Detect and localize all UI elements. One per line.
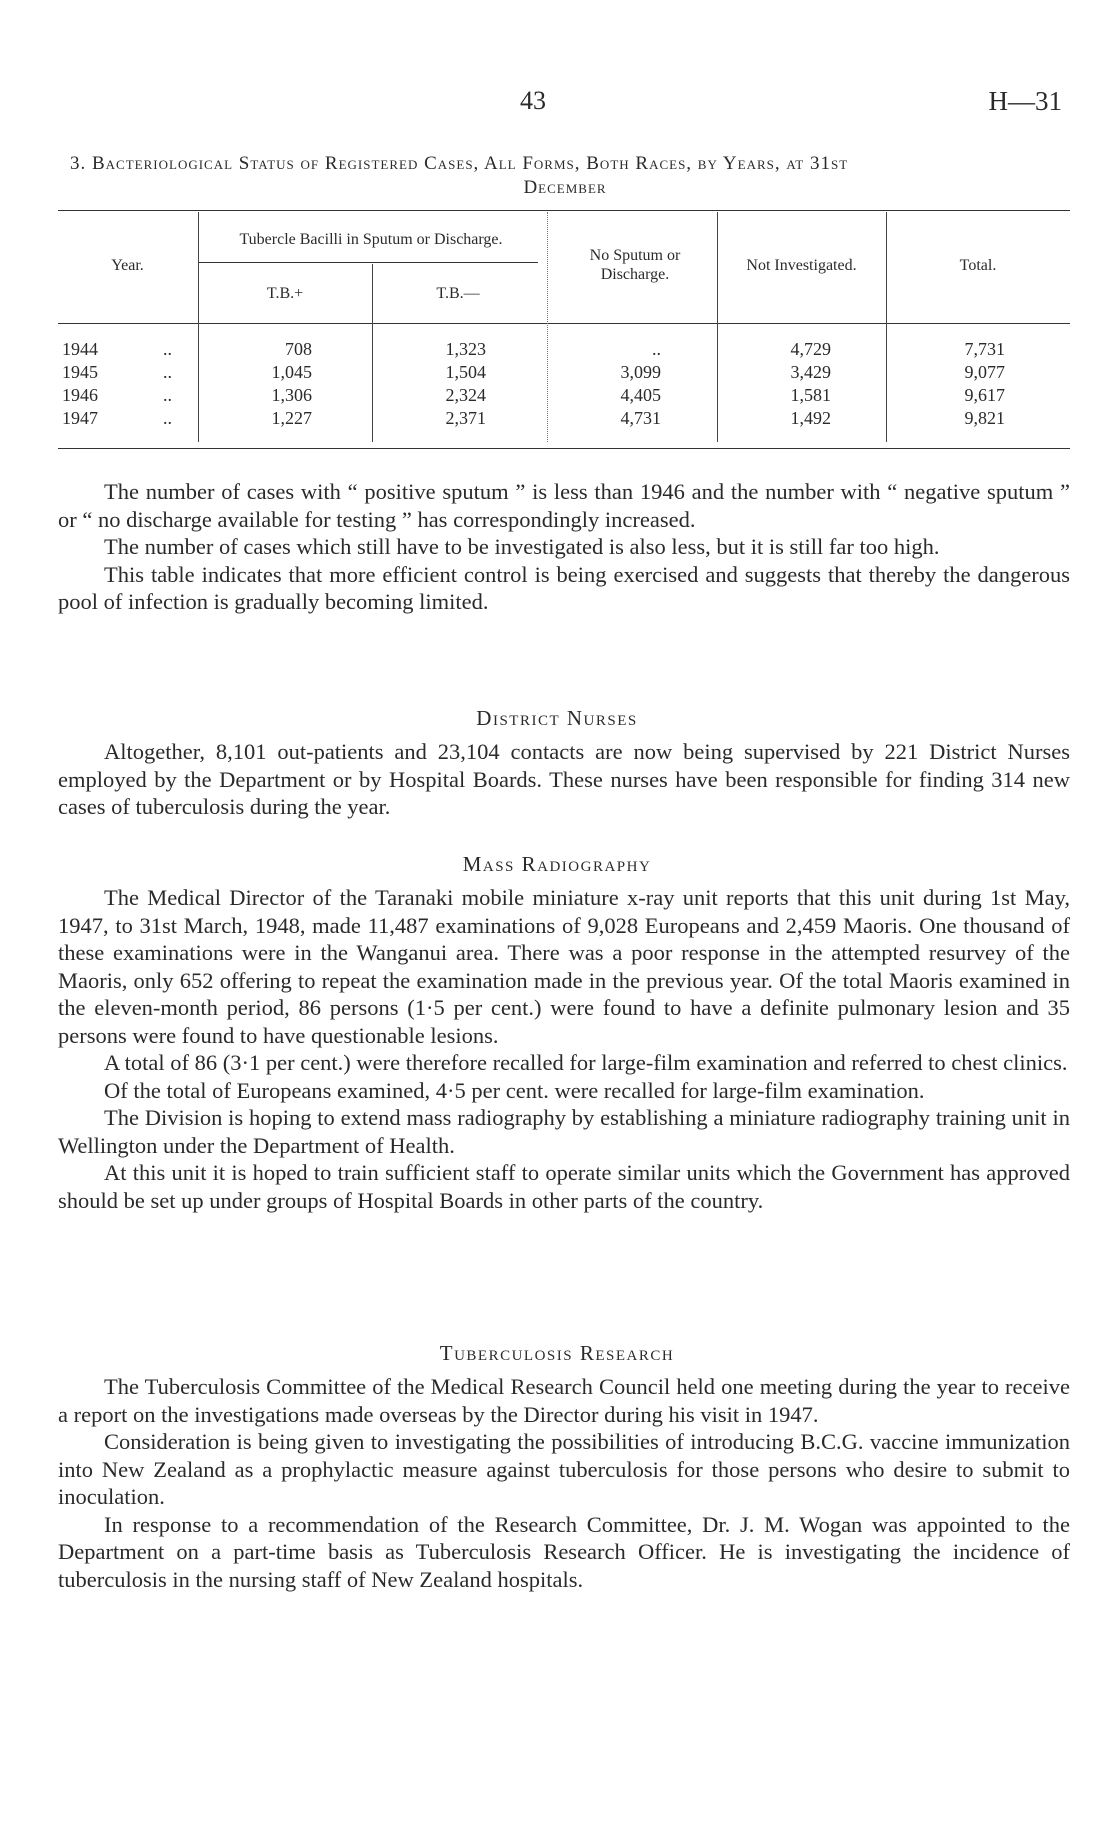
table-bottom-rule — [58, 448, 1070, 449]
report-reference: H—31 — [988, 86, 1062, 116]
cell-tb-positive: 708 — [285, 339, 312, 359]
col-divider — [547, 212, 548, 442]
col-divider — [198, 212, 199, 442]
group-header-rule — [198, 262, 538, 263]
cell-tb-negative: 2,324 — [445, 385, 486, 405]
cell-year: 1946 — [62, 385, 98, 405]
col-divider — [372, 264, 373, 442]
page-number: 43 — [520, 86, 546, 115]
paragraph: Of the total of Europeans examined, 4·5 per cent. were recalled for large-film examination. — [104, 1077, 925, 1103]
section-heading-district-nurses: District Nurses — [476, 706, 638, 730]
cell-tb-negative: 1,323 — [445, 339, 486, 359]
paragraph: A total of 86 (3·1 per cent.) were therefore recalled for large-film examination and referred to chest clinics. — [104, 1050, 1068, 1075]
cell-dots: .. — [163, 385, 172, 405]
table-title — [70, 152, 1060, 200]
header-tb-positive: T.B.+ — [266, 285, 304, 302]
cell-not-investigated: 4,729 — [790, 339, 831, 359]
cell-total: 9,821 — [964, 408, 1005, 428]
cell-year: 1944 — [62, 339, 98, 359]
cell-no-sputum: .. — [652, 339, 661, 359]
tuberculosis-research-section — [58, 1373, 1070, 1593]
table-title-number: 3. — [70, 153, 87, 174]
cell-not-investigated: 1,581 — [790, 385, 831, 405]
header-no-sputum: No Sputum or Discharge. — [589, 247, 681, 283]
header-total: Total. — [959, 257, 997, 274]
cell-not-investigated: 3,429 — [790, 362, 831, 382]
mass-radiography-section — [58, 884, 1070, 1214]
col-divider — [886, 212, 887, 442]
paragraph: The Medical Director of the Taranaki mobile miniature x-ray unit reports that this unit during 1st May, 1947, to 31st March, 1948, made 11,487 examinations of 9,028 Europeans and 2,459 Maoris. One thousand of these examinations were in the Wanganui area. There was a poor response in the attempted resurvey of the Maoris, only 652 offering to repeat the examination made in the previous year. Of the total Maoris examined in the eleven-month period, 86 persons (1·5 per cent.) were found to have a definite pulmonary lesion and 35 persons were found to have questionable lesions. — [58, 885, 1070, 1048]
paragraph: The number of cases which still have to be investigated is also less, but it is still far too high. — [104, 534, 940, 559]
table-top-rule — [58, 210, 1070, 211]
header-tubercle-bacilli: Tubercle Bacilli in Sputum or Discharge. — [239, 231, 503, 248]
paragraph: The Tuberculosis Committee of the Medical Research Council held one meeting during the year to receive a report on the investigations made overseas by the Director during his visit in 1947. — [58, 1374, 1070, 1427]
table-commentary — [58, 478, 1070, 616]
cell-total: 9,617 — [964, 385, 1005, 405]
cell-dots: .. — [163, 408, 172, 428]
cell-tb-negative: 1,504 — [445, 362, 486, 382]
paragraph: This table indicates that more efficient control is being exercised and suggests that thereby the dangerous pool of infection is gradually becoming limited. — [58, 561, 1070, 614]
section-heading-tuberculosis-research: Tuberculosis Research — [439, 1341, 675, 1365]
section-heading-mass-radiography: Mass Radiography — [462, 852, 652, 876]
cell-no-sputum: 4,731 — [620, 408, 661, 428]
table-title-text: Bacteriological Status of Registered Cases, All Forms, Both Races, by Years, at 31st — [92, 153, 849, 174]
district-nurses-section — [58, 738, 1070, 821]
col-divider — [717, 212, 718, 442]
cell-dots: .. — [163, 362, 172, 382]
header-tb-negative: T.B.— — [436, 285, 480, 302]
cell-total: 7,731 — [964, 339, 1005, 359]
paragraph: The number of cases with “ positive sputum ” is less than 1946 and the number with “ negative sputum ” or “ no discharge available for testing ” has correspondingly increased. — [58, 479, 1070, 532]
paragraph: In response to a recommendation of the Research Committee, Dr. J. M. Wogan was appointed to the Department on a part-time basis as Tuberculosis Research Officer. He is investigating the incidence of tuberculosis in the nursing staff of New Zealand hospitals. — [58, 1511, 1070, 1592]
paragraph: At this unit it is hoped to train sufficient staff to operate similar units which the Government has approved should be set up under groups of Hospital Boards in other parts of the country. — [58, 1160, 1070, 1213]
table-title-continuation: December — [523, 177, 607, 198]
cell-year: 1945 — [62, 362, 98, 382]
cell-not-investigated: 1,492 — [790, 408, 831, 428]
cell-tb-negative: 2,371 — [445, 408, 486, 428]
cell-total: 9,077 — [964, 362, 1005, 382]
header-not-investigated: Not Investigated. — [746, 257, 857, 274]
cell-tb-positive: 1,227 — [271, 408, 312, 428]
cell-tb-positive: 1,306 — [271, 385, 312, 405]
paragraph: Altogether, 8,101 out-patients and 23,104 contacts are now being supervised by 221 District Nurses employed by the Department or by Hospital Boards. These nurses have been responsible for finding 314 new cases of tuberculosis during the year. — [58, 739, 1070, 819]
header-year: Year. — [111, 257, 144, 274]
cell-no-sputum: 3,099 — [620, 362, 661, 382]
table-header-rule — [58, 323, 1070, 324]
cell-tb-positive: 1,045 — [271, 362, 312, 382]
paragraph: The Division is hoping to extend mass radiography by establishing a miniature radiography training unit in Wellington under the Department of Health. — [58, 1105, 1070, 1158]
cell-year: 1947 — [62, 408, 98, 428]
cell-dots: .. — [163, 339, 172, 359]
paragraph: Consideration is being given to investigating the possibilities of introducing B.C.G. vaccine immunization into New Zealand as a prophylactic measure against tuberculosis for those persons who desire to submit to inoculation. — [58, 1429, 1070, 1509]
cell-no-sputum: 4,405 — [620, 385, 661, 405]
